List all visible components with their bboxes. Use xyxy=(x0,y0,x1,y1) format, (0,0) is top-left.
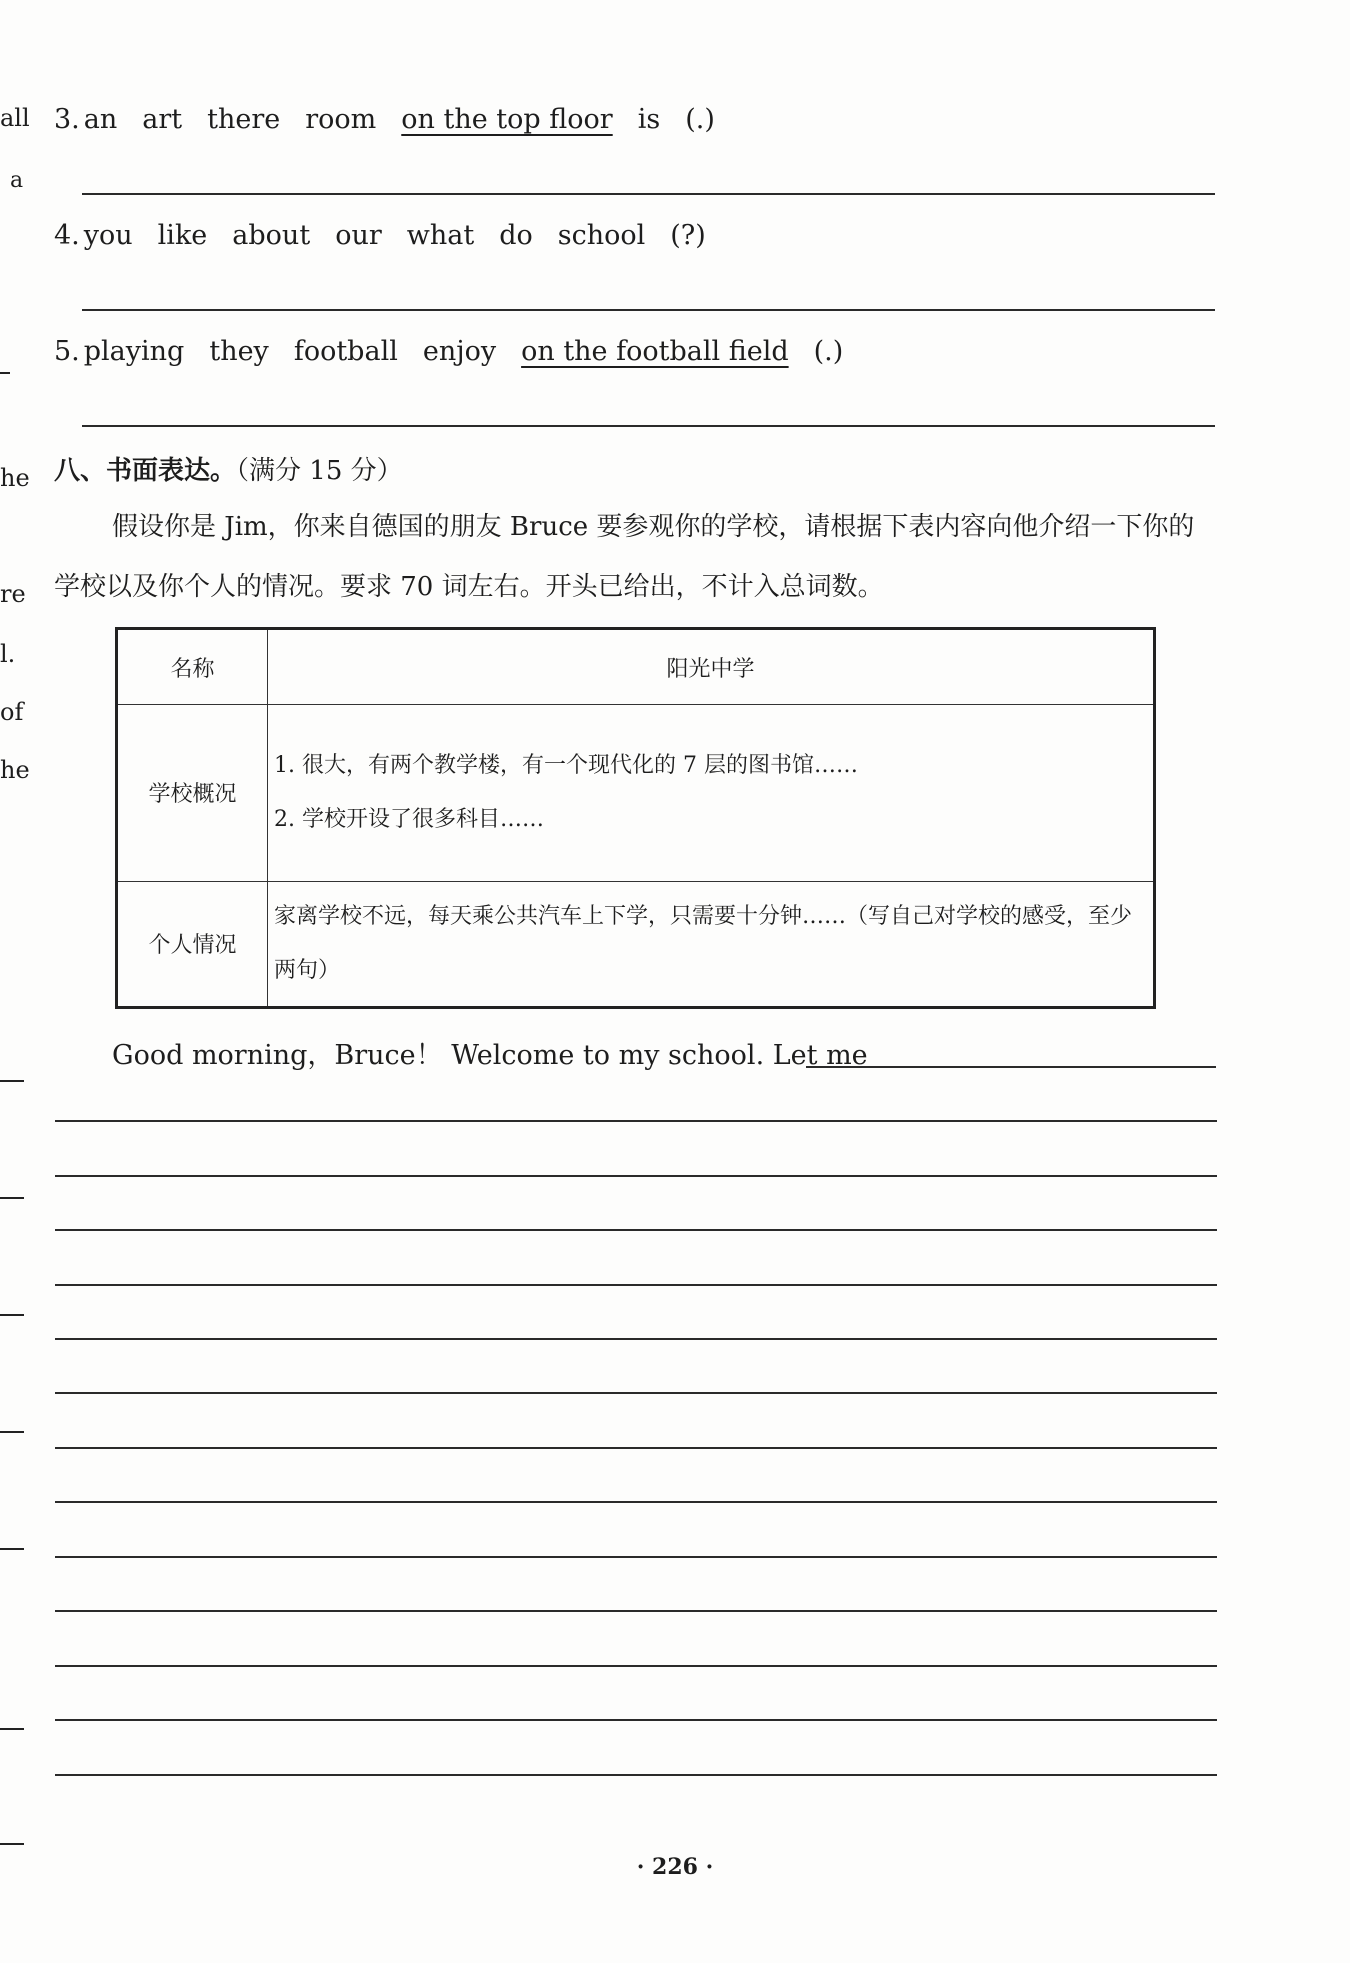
table-header-value: 阳光中学 xyxy=(268,629,1155,705)
writing-line[interactable] xyxy=(55,1392,1217,1394)
writing-line[interactable] xyxy=(55,1665,1217,1667)
word: school xyxy=(557,220,646,251)
table-header-name: 名称 xyxy=(117,629,268,705)
word: do xyxy=(499,220,533,251)
question-3 xyxy=(54,104,740,135)
edge-dash xyxy=(0,1728,24,1730)
punctuation-hint: (.) xyxy=(685,104,715,135)
table-row xyxy=(117,705,1155,881)
word: you xyxy=(83,220,133,251)
word: our xyxy=(335,220,382,251)
word: what xyxy=(406,220,475,251)
writing-line[interactable] xyxy=(55,1610,1217,1612)
instructions-text: 假设你是 Jim，你来自德国的朋友 Bruce 要参观你的学校，请根据下表内容向他介绍一下你的学校以及你个人的情况。要求 70 词左右。开头已给出，不计入总词数。 xyxy=(54,512,1195,602)
answer-line[interactable] xyxy=(82,309,1215,311)
section-score: （满分 15 分） xyxy=(236,456,403,486)
edge-dash xyxy=(0,1431,24,1433)
punctuation-hint: (?) xyxy=(670,220,706,251)
word: they xyxy=(209,336,269,367)
row-item: 家离学校不远，每天乘公共汽车上下学，只需要十分钟……（写自己对学校的感受，至少两句） xyxy=(274,903,1133,983)
edge-dash xyxy=(0,1197,24,1199)
word: playing xyxy=(83,336,185,367)
punctuation-hint: (.) xyxy=(813,336,844,367)
question-4 xyxy=(54,220,731,251)
word: is xyxy=(637,104,661,135)
info-table xyxy=(115,627,1156,1009)
question-number: 4. xyxy=(54,220,80,251)
word: like xyxy=(157,220,208,251)
writing-line[interactable] xyxy=(55,1175,1217,1177)
word: enjoy xyxy=(422,336,497,367)
page-number: · 226 · xyxy=(636,1854,714,1880)
section-heading: 八、书面表达。 xyxy=(54,456,237,486)
question-5 xyxy=(54,336,868,367)
underlined-phrase: on the top floor xyxy=(401,104,613,135)
writing-line[interactable] xyxy=(55,1774,1217,1776)
row-content xyxy=(268,705,1155,881)
writing-line[interactable] xyxy=(55,1120,1217,1122)
word: art xyxy=(142,104,183,135)
row-content xyxy=(268,881,1155,1007)
word: about xyxy=(232,220,311,251)
writing-line[interactable] xyxy=(806,1066,1216,1068)
writing-line[interactable] xyxy=(55,1719,1217,1721)
row-label: 学校概况 xyxy=(117,705,268,881)
edge-fragment: of xyxy=(0,698,24,726)
edge-dash xyxy=(0,1843,24,1845)
section-title xyxy=(54,450,403,487)
edge-fragment: a xyxy=(10,168,24,193)
writing-line[interactable] xyxy=(55,1447,1217,1449)
word: room xyxy=(305,104,377,135)
edge-fragment: he xyxy=(0,464,30,492)
question-number: 3. xyxy=(54,104,80,135)
word: football xyxy=(293,336,398,367)
writing-line[interactable] xyxy=(55,1284,1217,1286)
edge-fragment: l. xyxy=(0,640,16,668)
answer-line[interactable] xyxy=(82,193,1215,195)
table-row xyxy=(117,881,1155,1007)
writing-line[interactable] xyxy=(55,1338,1217,1340)
edge-fragment: he xyxy=(0,756,30,784)
writing-line[interactable] xyxy=(55,1501,1217,1503)
word: an xyxy=(83,104,118,135)
row-item: 1. 很大，有两个教学楼，有一个现代化的 7 层的图书馆…… xyxy=(274,752,858,778)
edge-dash xyxy=(0,1080,24,1082)
question-number: 5. xyxy=(54,336,80,367)
edge-dash xyxy=(0,1314,24,1316)
writing-line[interactable] xyxy=(55,1229,1217,1231)
row-label: 个人情况 xyxy=(117,881,268,1007)
edge-dash xyxy=(0,1548,24,1550)
edge-dash xyxy=(0,372,10,374)
word: there xyxy=(207,104,281,135)
writing-opening: Good morning，Bruce！ Welcome to my school. Let me xyxy=(112,1040,868,1071)
answer-line[interactable] xyxy=(82,425,1215,427)
row-item: 2. 学校开设了很多科目…… xyxy=(274,806,544,832)
table-header-row xyxy=(117,629,1155,705)
edge-fragment: re xyxy=(0,580,26,608)
instructions xyxy=(54,497,1220,617)
edge-fragment: all xyxy=(0,104,30,132)
underlined-phrase: on the football field xyxy=(521,336,789,367)
writing-line[interactable] xyxy=(55,1556,1217,1558)
